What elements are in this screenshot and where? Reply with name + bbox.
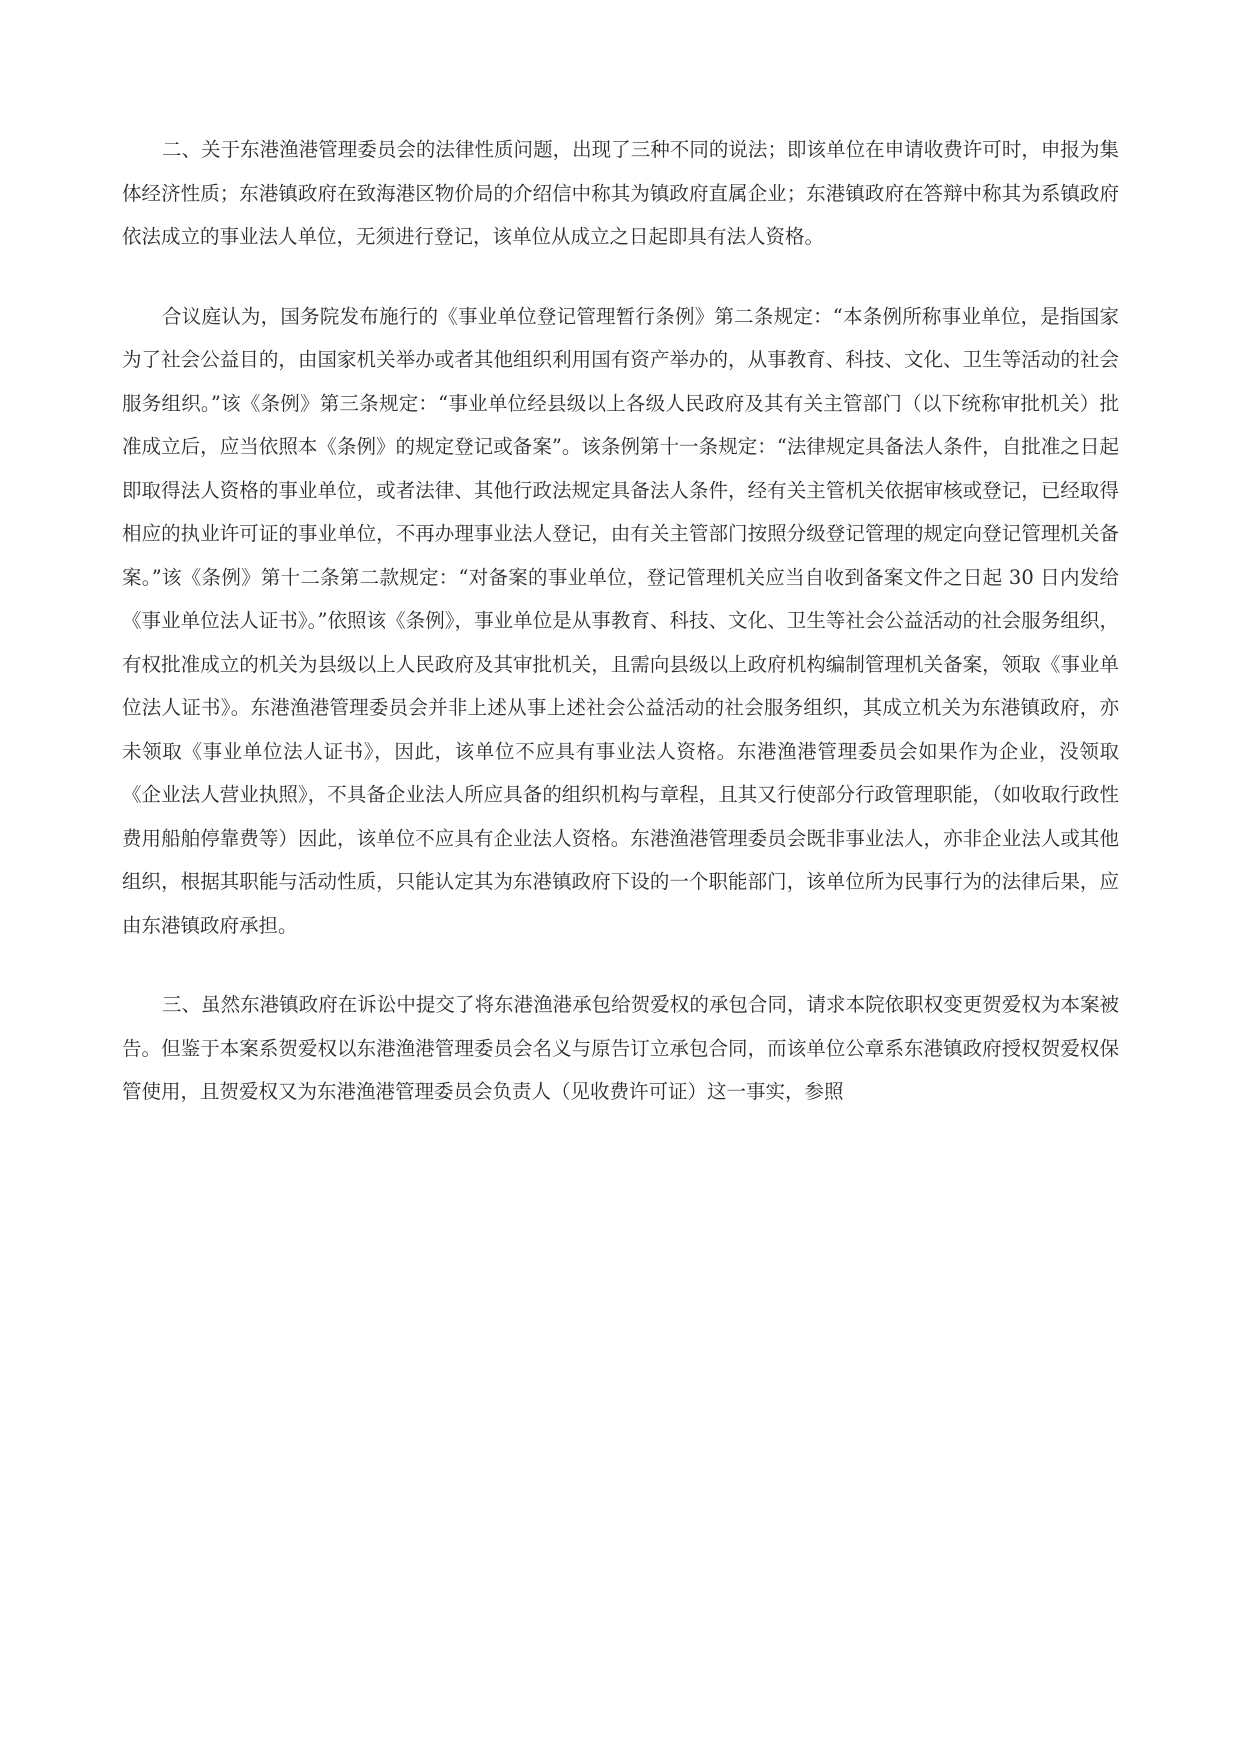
- paragraph-defendant-change-request: 三、虽然东港镇政府在诉讼中提交了将东港渔港承包给贺爱权的承包合同，请求本院依职权变更贺爱权为本案被告。但鉴于本案系贺爱权以东港渔港管理委员会名义与原告订立承包合同，而该单位公章系东港镇政府授权贺爱权保管使用，且贺爱权又为东港渔港管理委员会负责人（见收费许可证）这一事实，参照: [122, 993, 1119, 1103]
- paragraph-tribunal-opinion: 合议庭认为，国务院发布施行的《事业单位登记管理暂行条例》第二条规定：“本条例所称事业单位，是指国家为了社会公益目的，由国家机关举办或者其他组织利用国有资产举办的，从事教育、科技、文化、卫生等活动的社会服务组织。”该《条例》第三条规定：“事业单位经县级以上各级人民政府及其有关主管部门（以下统称审批机关）批准成立后，应当依照本《条例》的规定登记或备案”。该条例第十一条规定：“法律规定具备法人条件，自批准之日起即取得法人资格的事业单位，或者法律、其他行政法规定具备法人条件，经有关主管机关依据审核或登记，已经取得相应的执业许可证的事业单位，不再办理事业法人登记，由有关主管部门按照分级登记管理的规定向登记管理机关备案。”该《条例》第十二条第二款规定：“对备案的事业单位，登记管理机关应当自收到备案文件之日起 30 日内发给《事业单位法人证书》。”依照该《条例》，事业单位是从事教育、科技、文化、卫生等社会公益活动的社会服务组织，有权批准成立的机关为县级以上人民政府及其审批机关，且需向县级以上政府机构编制管理机关备案，领取《事业单位法人证书》。东港渔港管理委员会并非上述从事上述社会公益活动的社会服务组织，其成立机关为东港镇政府，亦未领取《事业单位法人证书》，因此，该单位不应具有事业法人资格。东港渔港管理委员会如果作为企业，没领取《企业法人营业执照》，不具备企业法人所应具备的组织机构与章程，且其又行使部分行政管理职能，（如收取行政性费用船舶停靠费等）因此，该单位不应具有企业法人资格。东港渔港管理委员会既非事业法人，亦非企业法人或其他组织，根据其职能与活动性质，只能认定其为东港镇政府下设的一个职能部门，该单位所为民事行为的法律后果，应由东港镇政府承担。: [122, 304, 1119, 937]
- paragraph-legal-nature-issue: 二、关于东港渔港管理委员会的法律性质问题，出现了三种不同的说法；即该单位在申请收费许可时，申报为集体经济性质；东港镇政府在致海港区物价局的介绍信中称其为镇政府直属企业；东港镇政府在答辩中称其为系镇政府依法成立的事业法人单位，无须进行登记，该单位从成立之日起即具有法人资格。: [122, 138, 1119, 248]
- document-page: [122, 128, 1119, 1114]
